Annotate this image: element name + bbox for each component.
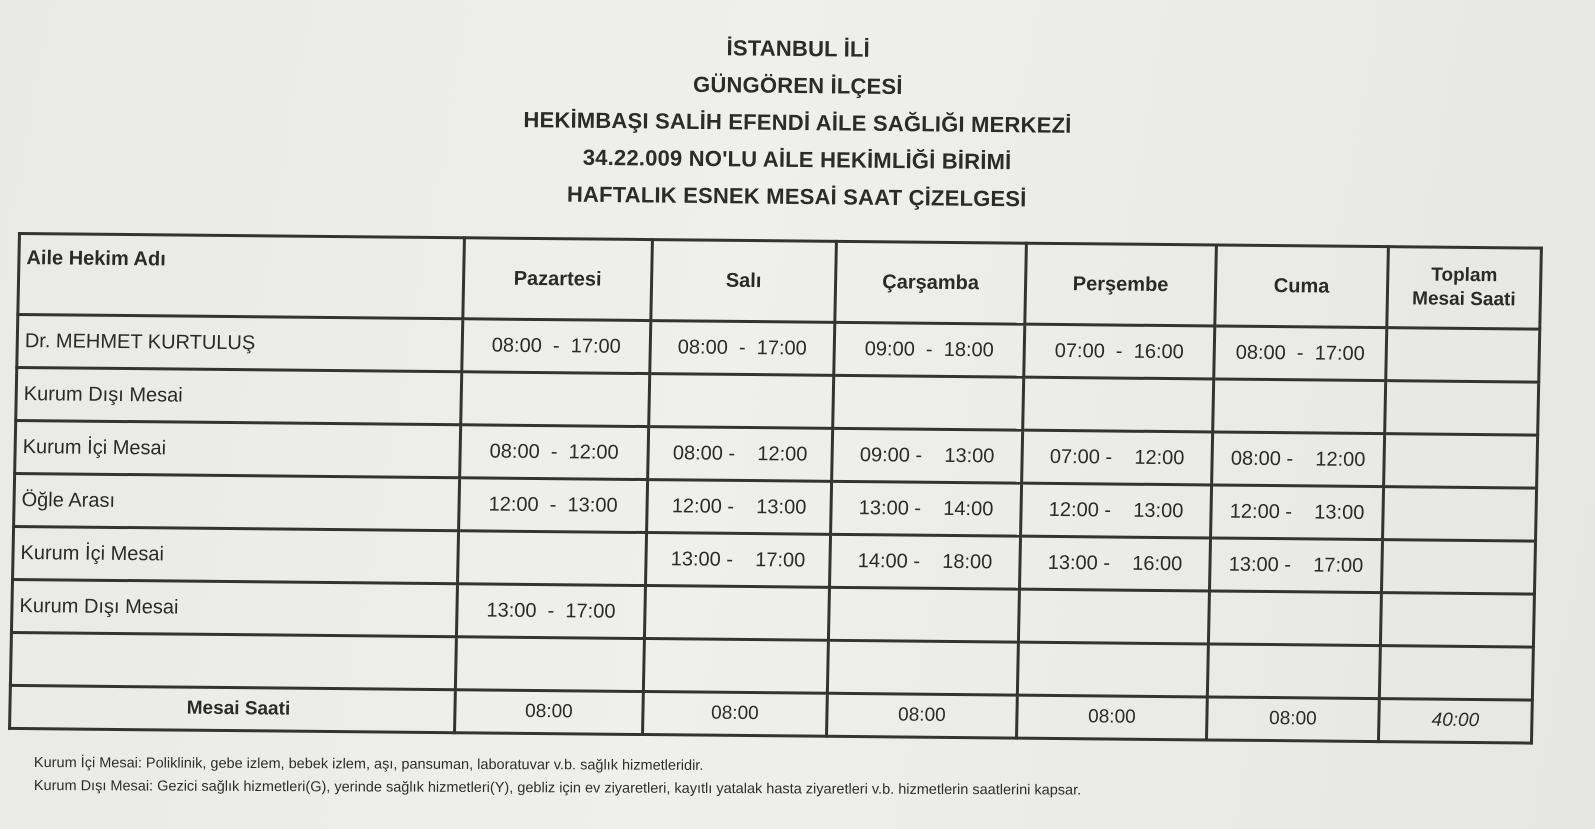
time-cell: 08:00 - 12:00 bbox=[1212, 432, 1385, 487]
total-cell bbox=[1386, 328, 1540, 382]
header-physician-name: Aile Hekim Adı bbox=[18, 234, 465, 319]
footer-hours-thursday: 08:00 bbox=[1016, 695, 1207, 740]
time-cell: 07:00 - 16:00 bbox=[1024, 324, 1215, 379]
time-cell bbox=[828, 587, 1019, 642]
time-cell bbox=[1213, 379, 1386, 434]
header-province: İSTANBUL İLİ bbox=[726, 35, 871, 62]
total-cell bbox=[1383, 487, 1537, 541]
total-cell bbox=[1380, 593, 1534, 647]
time-cell: 08:00 - 17:00 bbox=[462, 319, 651, 374]
time-cell bbox=[827, 640, 1018, 695]
time-cell: 08:00 - 12:00 bbox=[648, 427, 833, 482]
footnote-external: Kurum Dışı Mesai: Gezici sağlık hizmetleri(G), yerinde sağlık hizmetleri(Y), gebliz için ev ziyaretleri, kayıtlı yatalak hasta ziyaretleri v.b. hizmetlerin saatlerini kapsar. bbox=[33, 777, 1082, 799]
time-cell bbox=[1208, 591, 1381, 646]
time-cell: 12:00 - 13:00 bbox=[647, 480, 832, 535]
header-title: HAFTALIK ESNEK MESAİ SAAT ÇİZELGESİ bbox=[566, 181, 1027, 212]
time-cell: 12:00 - 13:00 bbox=[1021, 483, 1212, 538]
header-day-monday: Pazartesi bbox=[463, 238, 653, 321]
header-day-thursday: Perşembe bbox=[1025, 243, 1217, 326]
header-unit: 34.22.009 NO'LU AİLE HEKİMLİĞİ BİRİMİ bbox=[582, 144, 1012, 175]
time-cell bbox=[455, 637, 644, 692]
time-cell bbox=[461, 372, 650, 427]
time-cell: 12:00 - 13:00 bbox=[459, 478, 648, 533]
footer-hours-wednesday: 08:00 bbox=[826, 693, 1017, 738]
footer-label: Mesai Saati bbox=[10, 685, 456, 732]
row-label: Kurum Dışı Mesai bbox=[11, 579, 457, 636]
document-header bbox=[0, 22, 1595, 224]
time-cell bbox=[643, 639, 828, 694]
time-cell: 08:00 - 17:00 bbox=[1214, 326, 1387, 381]
time-cell bbox=[458, 531, 647, 586]
footer-hours-tuesday: 08:00 bbox=[643, 692, 828, 737]
footnotes bbox=[34, 752, 1534, 805]
row-label: Kurum İçi Mesai bbox=[13, 526, 459, 583]
total-cell bbox=[1384, 434, 1538, 488]
total-cell bbox=[1381, 540, 1535, 594]
schedule-sheet bbox=[8, 232, 1540, 745]
time-cell: 13:00 - 16:00 bbox=[1019, 536, 1210, 591]
header-day-tuesday: Salı bbox=[651, 240, 837, 323]
table-header-row bbox=[18, 234, 1542, 330]
time-cell: 07:00 - 12:00 bbox=[1022, 430, 1213, 485]
header-total-line2: Mesai Saati bbox=[1411, 288, 1516, 311]
footer-total-hours: 40:00 bbox=[1378, 699, 1532, 743]
time-cell: 09:00 - 13:00 bbox=[832, 428, 1023, 483]
time-cell bbox=[649, 374, 834, 429]
time-cell: 08:00 - 12:00 bbox=[460, 425, 649, 480]
time-cell: 13:00 - 17:00 bbox=[645, 533, 830, 588]
row-label: Kurum İçi Mesai bbox=[15, 420, 461, 477]
time-cell: 13:00 - 17:00 bbox=[1209, 538, 1382, 593]
time-cell bbox=[1023, 377, 1214, 432]
row-label bbox=[10, 632, 456, 689]
row-label: Kurum Dışı Mesai bbox=[16, 367, 462, 424]
header-total-hours bbox=[1387, 247, 1542, 329]
row-label: Dr. MEHMET KURTULUŞ bbox=[17, 315, 463, 372]
total-cell bbox=[1379, 646, 1533, 700]
header-day-friday: Cuma bbox=[1215, 245, 1389, 328]
header-day-wednesday: Çarşamba bbox=[835, 241, 1027, 324]
time-cell: 12:00 - 13:00 bbox=[1211, 485, 1384, 540]
row-label: Öğle Arası bbox=[14, 473, 460, 530]
header-total-line1: Toplam bbox=[1431, 264, 1498, 287]
time-cell: 13:00 - 17:00 bbox=[456, 584, 645, 639]
time-cell: 13:00 - 14:00 bbox=[831, 481, 1022, 536]
footer-hours-friday: 08:00 bbox=[1206, 697, 1379, 742]
total-cell bbox=[1385, 381, 1539, 435]
time-cell bbox=[1018, 589, 1209, 644]
time-cell bbox=[833, 375, 1024, 430]
time-cell: 08:00 - 17:00 bbox=[650, 321, 835, 376]
time-cell bbox=[1207, 644, 1380, 699]
time-cell bbox=[644, 586, 829, 641]
footnote-internal: Kurum İçi Mesai: Poliklinik, gebe izlem, bebek izlem, aşı, pansuman, laboratuvar v.b. sağlık hizmetleridir. bbox=[33, 755, 704, 774]
header-health-center: HEKİMBAŞI SALİH EFENDİ AİLE SAĞLIĞI MERKEZİ bbox=[523, 107, 1072, 138]
schedule-table bbox=[8, 232, 1543, 745]
header-district: GÜNGÖREN İLÇESİ bbox=[692, 71, 903, 100]
time-cell: 09:00 - 18:00 bbox=[834, 322, 1025, 377]
time-cell bbox=[1017, 642, 1208, 697]
footer-hours-monday: 08:00 bbox=[455, 690, 644, 735]
time-cell: 14:00 - 18:00 bbox=[829, 534, 1020, 589]
